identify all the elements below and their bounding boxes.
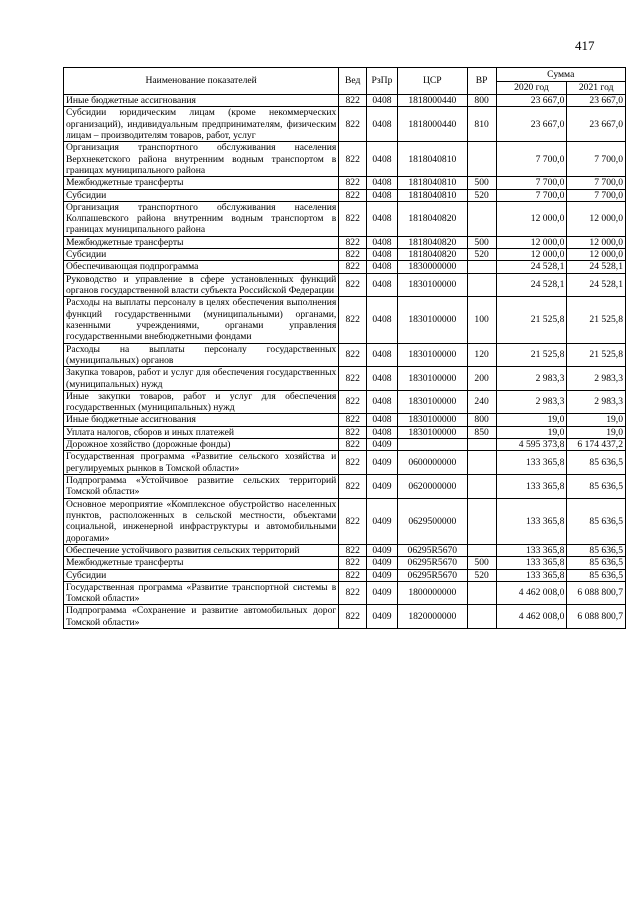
cell-name: Подпрограмма «Сохранение и развитие автомобильных дорог Томской области» — [64, 605, 339, 629]
cell-csr: 0629500000 — [397, 498, 467, 544]
cell-csr: 0600000000 — [397, 451, 467, 475]
cell-sum-2020: 21 525,8 — [496, 343, 567, 367]
header-name: Наименование показателей — [64, 68, 339, 95]
cell-vr: 500 — [467, 177, 496, 189]
cell-ved: 822 — [339, 451, 367, 475]
cell-name: Государственная программа «Развитие транспортной системы в Томской области» — [64, 581, 339, 605]
cell-sum-2021: 2 983,3 — [567, 367, 626, 391]
cell-sum-2021: 85 636,5 — [567, 475, 626, 499]
cell-sum-2020: 19,0 — [496, 426, 567, 438]
cell-ved: 822 — [339, 498, 367, 544]
cell-sum-2021: 2 983,3 — [567, 390, 626, 414]
table-row — [64, 236, 626, 248]
cell-ved: 822 — [339, 236, 367, 248]
table-row — [64, 544, 626, 556]
cell-rzpr: 0408 — [367, 390, 398, 414]
cell-csr: 1830000000 — [397, 261, 467, 273]
cell-vr: 800 — [467, 414, 496, 426]
cell-ved: 822 — [339, 107, 367, 142]
cell-csr: 06295R5670 — [397, 557, 467, 569]
cell-sum-2021: 85 636,5 — [567, 498, 626, 544]
cell-sum-2021: 12 000,0 — [567, 236, 626, 248]
table-row — [64, 426, 626, 438]
cell-sum-2021: 24 528,1 — [567, 273, 626, 297]
table-row — [64, 107, 626, 142]
cell-name: Государственная программа «Развитие сельского хозяйства и регулируемых рынков в Томской области» — [64, 451, 339, 475]
cell-ved: 822 — [339, 249, 367, 261]
cell-ved: 822 — [339, 142, 367, 177]
cell-csr — [397, 439, 467, 451]
cell-vr — [467, 544, 496, 556]
cell-sum-2021: 23 667,0 — [567, 107, 626, 142]
cell-sum-2021: 7 700,0 — [567, 189, 626, 201]
table-row — [64, 557, 626, 569]
header-rzpr: РзПр — [367, 68, 398, 95]
cell-csr: 1830100000 — [397, 273, 467, 297]
cell-sum-2021: 6 174 437,2 — [567, 439, 626, 451]
cell-vr: 800 — [467, 95, 496, 107]
cell-csr: 1818000440 — [397, 107, 467, 142]
cell-vr: 500 — [467, 557, 496, 569]
cell-sum-2020: 133 365,8 — [496, 544, 567, 556]
cell-sum-2020: 133 365,8 — [496, 557, 567, 569]
cell-rzpr: 0409 — [367, 475, 398, 499]
cell-rzpr: 0408 — [367, 367, 398, 391]
cell-sum-2021: 19,0 — [567, 426, 626, 438]
cell-ved: 822 — [339, 544, 367, 556]
cell-vr — [467, 439, 496, 451]
cell-ved: 822 — [339, 390, 367, 414]
cell-csr: 1800000000 — [397, 581, 467, 605]
cell-name: Иные бюджетные ассигнования — [64, 414, 339, 426]
cell-csr: 1818000440 — [397, 95, 467, 107]
table-row — [64, 201, 626, 236]
cell-sum-2020: 133 365,8 — [496, 569, 567, 581]
cell-ved: 822 — [339, 95, 367, 107]
cell-sum-2020: 133 365,8 — [496, 498, 567, 544]
cell-vr — [467, 273, 496, 297]
cell-sum-2020: 23 667,0 — [496, 107, 567, 142]
table-row — [64, 475, 626, 499]
cell-sum-2021: 85 636,5 — [567, 569, 626, 581]
cell-rzpr: 0408 — [367, 249, 398, 261]
cell-csr: 1820000000 — [397, 605, 467, 629]
cell-sum-2020: 4 462 008,0 — [496, 581, 567, 605]
cell-ved: 822 — [339, 475, 367, 499]
cell-rzpr: 0408 — [367, 236, 398, 248]
cell-csr: 1830100000 — [397, 367, 467, 391]
cell-name: Руководство и управление в сфере установленных функций органов государственной власти субъекта Российской Федерации — [64, 273, 339, 297]
cell-vr: 520 — [467, 569, 496, 581]
table-row — [64, 142, 626, 177]
cell-sum-2021: 85 636,5 — [567, 557, 626, 569]
cell-name: Субсидии — [64, 569, 339, 581]
cell-rzpr: 0409 — [367, 605, 398, 629]
cell-sum-2020: 23 667,0 — [496, 95, 567, 107]
cell-name: Обеспечение устойчивого развития сельских территорий — [64, 544, 339, 556]
cell-ved: 822 — [339, 177, 367, 189]
cell-name: Дорожное хозяйство (дорожные фонды) — [64, 439, 339, 451]
table-row — [64, 390, 626, 414]
cell-sum-2020: 133 365,8 — [496, 451, 567, 475]
cell-name: Субсидии — [64, 189, 339, 201]
table-row — [64, 439, 626, 451]
cell-ved: 822 — [339, 367, 367, 391]
cell-rzpr: 0409 — [367, 569, 398, 581]
table-row — [64, 261, 626, 273]
header-ved: Вед — [339, 68, 367, 95]
cell-csr: 06295R5670 — [397, 544, 467, 556]
cell-vr — [467, 142, 496, 177]
cell-vr — [467, 451, 496, 475]
table-row — [64, 498, 626, 544]
cell-vr — [467, 201, 496, 236]
cell-rzpr: 0409 — [367, 557, 398, 569]
cell-sum-2020: 2 983,3 — [496, 390, 567, 414]
cell-rzpr: 0408 — [367, 343, 398, 367]
cell-rzpr: 0409 — [367, 498, 398, 544]
cell-rzpr: 0408 — [367, 142, 398, 177]
cell-vr: 500 — [467, 236, 496, 248]
table-row — [64, 297, 626, 343]
cell-sum-2020: 7 700,0 — [496, 142, 567, 177]
cell-vr: 100 — [467, 297, 496, 343]
cell-csr: 1818040810 — [397, 177, 467, 189]
cell-name: Обеспечивающая подпрограмма — [64, 261, 339, 273]
cell-vr: 200 — [467, 367, 496, 391]
cell-vr: 520 — [467, 189, 496, 201]
cell-csr: 1818040810 — [397, 189, 467, 201]
cell-rzpr: 0409 — [367, 439, 398, 451]
cell-name: Расходы на выплаты персоналу в целях обеспечения выполнения функций государственными (муниципальными) органами, казенными учреждениями, органами управления государственными внебюджетными фондами — [64, 297, 339, 343]
cell-sum-2020: 12 000,0 — [496, 249, 567, 261]
cell-rzpr: 0408 — [367, 177, 398, 189]
cell-name: Иные бюджетные ассигнования — [64, 95, 339, 107]
cell-name: Основное мероприятие «Комплексное обустройство населенных пунктов, расположенных в сельской местности, объектами социальной, инженерной инфраструктуры и автомобильными дорогами» — [64, 498, 339, 544]
cell-vr: 520 — [467, 249, 496, 261]
cell-csr: 1830100000 — [397, 297, 467, 343]
table-row — [64, 177, 626, 189]
table-row — [64, 273, 626, 297]
cell-csr: 1830100000 — [397, 390, 467, 414]
cell-ved: 822 — [339, 343, 367, 367]
cell-sum-2021: 7 700,0 — [567, 177, 626, 189]
cell-rzpr: 0408 — [367, 414, 398, 426]
cell-sum-2021: 7 700,0 — [567, 142, 626, 177]
cell-sum-2020: 7 700,0 — [496, 177, 567, 189]
cell-rzpr: 0408 — [367, 273, 398, 297]
cell-vr — [467, 581, 496, 605]
cell-name: Организация транспортного обслуживания населения Колпашевского района внутренним водным транспортом в границах муниципального района — [64, 201, 339, 236]
cell-vr — [467, 498, 496, 544]
cell-rzpr: 0408 — [367, 189, 398, 201]
table-row — [64, 95, 626, 107]
cell-sum-2021: 6 088 800,7 — [567, 581, 626, 605]
cell-vr — [467, 261, 496, 273]
cell-sum-2020: 7 700,0 — [496, 189, 567, 201]
table-row — [64, 249, 626, 261]
cell-sum-2020: 133 365,8 — [496, 475, 567, 499]
cell-vr — [467, 475, 496, 499]
cell-rzpr: 0408 — [367, 261, 398, 273]
cell-csr: 06295R5670 — [397, 569, 467, 581]
cell-sum-2021: 19,0 — [567, 414, 626, 426]
cell-sum-2020: 19,0 — [496, 414, 567, 426]
cell-sum-2021: 21 525,8 — [567, 297, 626, 343]
cell-name: Субсидии юридическим лицам (кроме некоммерческих организаций), индивидуальным предпринимателям, физическим лицам – производителям товаров, работ, услуг — [64, 107, 339, 142]
cell-rzpr: 0408 — [367, 201, 398, 236]
cell-name: Межбюджетные трансферты — [64, 236, 339, 248]
cell-rzpr: 0408 — [367, 95, 398, 107]
header-year-2021: 2021 год — [567, 82, 626, 95]
header-csr: ЦСР — [397, 68, 467, 95]
table-row — [64, 581, 626, 605]
cell-vr: 240 — [467, 390, 496, 414]
table-row — [64, 414, 626, 426]
cell-name: Подпрограмма «Устойчивое развитие сельских территорий Томской области» — [64, 475, 339, 499]
cell-ved: 822 — [339, 439, 367, 451]
cell-csr: 1830100000 — [397, 426, 467, 438]
cell-csr: 1830100000 — [397, 343, 467, 367]
cell-rzpr: 0408 — [367, 107, 398, 142]
cell-sum-2021: 23 667,0 — [567, 95, 626, 107]
budget-table — [63, 67, 626, 629]
cell-rzpr: 0409 — [367, 581, 398, 605]
cell-ved: 822 — [339, 261, 367, 273]
cell-csr: 1830100000 — [397, 414, 467, 426]
cell-ved: 822 — [339, 414, 367, 426]
header-year-2020: 2020 год — [496, 82, 567, 95]
cell-sum-2020: 12 000,0 — [496, 201, 567, 236]
cell-name: Уплата налогов, сборов и иных платежей — [64, 426, 339, 438]
page-number: 417 — [575, 38, 595, 53]
cell-ved: 822 — [339, 557, 367, 569]
cell-ved: 822 — [339, 189, 367, 201]
cell-sum-2021: 85 636,5 — [567, 544, 626, 556]
cell-sum-2020: 2 983,3 — [496, 367, 567, 391]
cell-sum-2020: 21 525,8 — [496, 297, 567, 343]
cell-sum-2020: 24 528,1 — [496, 261, 567, 273]
cell-name: Закупка товаров, работ и услуг для обеспечения государственных (муниципальных) нужд — [64, 367, 339, 391]
cell-sum-2021: 21 525,8 — [567, 343, 626, 367]
cell-csr: 1818040820 — [397, 236, 467, 248]
cell-ved: 822 — [339, 569, 367, 581]
cell-sum-2020: 24 528,1 — [496, 273, 567, 297]
table-row — [64, 343, 626, 367]
table-body — [64, 95, 626, 629]
cell-sum-2020: 4 462 008,0 — [496, 605, 567, 629]
cell-csr: 1818040820 — [397, 249, 467, 261]
table-row — [64, 189, 626, 201]
cell-sum-2021: 12 000,0 — [567, 201, 626, 236]
cell-ved: 822 — [339, 201, 367, 236]
cell-name: Субсидии — [64, 249, 339, 261]
cell-csr: 1818040820 — [397, 201, 467, 236]
cell-csr: 0620000000 — [397, 475, 467, 499]
table-row — [64, 605, 626, 629]
cell-sum-2021: 12 000,0 — [567, 249, 626, 261]
cell-ved: 822 — [339, 426, 367, 438]
cell-ved: 822 — [339, 605, 367, 629]
cell-rzpr: 0409 — [367, 451, 398, 475]
cell-vr: 850 — [467, 426, 496, 438]
cell-sum-2021: 85 636,5 — [567, 451, 626, 475]
cell-name: Межбюджетные трансферты — [64, 557, 339, 569]
cell-name: Иные закупки товаров, работ и услуг для обеспечения государственных (муниципальных) нужд — [64, 390, 339, 414]
cell-vr: 120 — [467, 343, 496, 367]
cell-name: Межбюджетные трансферты — [64, 177, 339, 189]
cell-rzpr: 0408 — [367, 297, 398, 343]
cell-sum-2021: 6 088 800,7 — [567, 605, 626, 629]
cell-sum-2021: 24 528,1 — [567, 261, 626, 273]
cell-sum-2020: 12 000,0 — [496, 236, 567, 248]
table-row — [64, 569, 626, 581]
cell-vr: 810 — [467, 107, 496, 142]
table-header — [64, 68, 626, 95]
cell-sum-2020: 4 595 373,8 — [496, 439, 567, 451]
table-row — [64, 367, 626, 391]
cell-name: Организация транспортного обслуживания населения Верхнекетского района внутренним водным транспортом в границах муниципального района — [64, 142, 339, 177]
cell-rzpr: 0408 — [367, 426, 398, 438]
cell-csr: 1818040810 — [397, 142, 467, 177]
cell-ved: 822 — [339, 297, 367, 343]
cell-ved: 822 — [339, 273, 367, 297]
cell-ved: 822 — [339, 581, 367, 605]
cell-name: Расходы на выплаты персоналу государственных (муниципальных) органов — [64, 343, 339, 367]
cell-vr — [467, 605, 496, 629]
table-row — [64, 451, 626, 475]
header-vr: ВР — [467, 68, 496, 95]
cell-rzpr: 0409 — [367, 544, 398, 556]
header-sum: Сумма — [496, 68, 626, 82]
